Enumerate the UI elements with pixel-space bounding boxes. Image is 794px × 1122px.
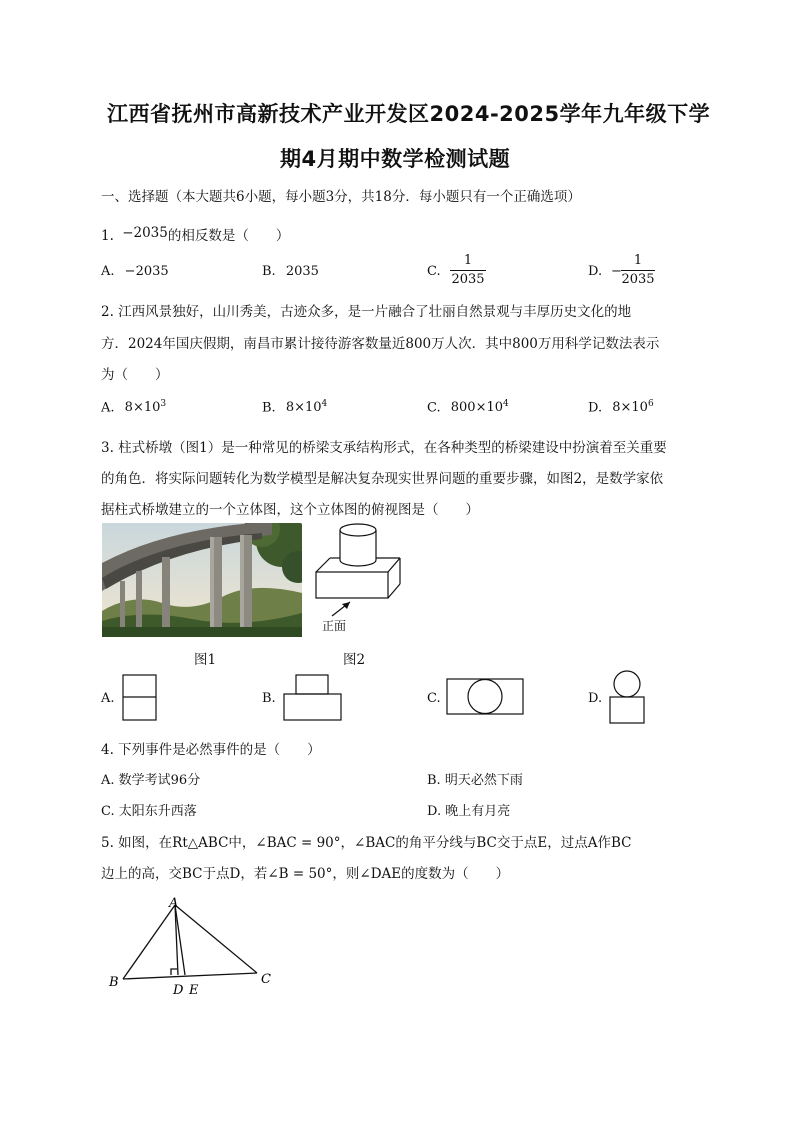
q1-option-b: B. 2035 [262, 264, 319, 279]
q5-line-1: 5. 如图，在Rt△ABC中，∠BAC = 90°，∠BAC的角平分线与BC交于点E，过点A作BC [101, 835, 632, 851]
vertex-b-label: B [109, 975, 119, 990]
q4-stem: 4. 下列事件是必然事件的是（ ） [101, 742, 321, 758]
q2-option-c: C. $800\times 10^4$ [427, 399, 509, 416]
q2-line-3: 为（ ） [101, 367, 169, 383]
q2-option-d: D. $8\times 10^6$ [588, 399, 654, 416]
q3-option-b-figure [283, 674, 343, 722]
q4-option-b: B. 明天必然下雨 [427, 773, 523, 788]
q1-option-d-sign: − [611, 264, 622, 279]
title-line-1: 江西省抚州市高新技术产业开发区2024-2025学年九年级下学 [107, 102, 711, 126]
point-e-label: E [189, 983, 199, 998]
q3-option-d-figure [609, 670, 647, 726]
q1-option-c-fraction: 1 2035 [451, 253, 485, 287]
q4-option-c: C. 太阳东升西落 [101, 804, 197, 819]
bridge-pier-photo [102, 523, 302, 637]
q3-option-b-label: B. [262, 691, 276, 706]
title-line-2: 期4月期中数学检测试题 [280, 147, 511, 171]
vertex-c-label: C [261, 972, 271, 987]
q3-option-a-label: A. [101, 691, 115, 706]
q2-line-2: 方．2024年国庆假期，南昌市累计接待游客数量近800万人次．其中800万用科学记数法表示 [101, 336, 660, 352]
q2-option-b: B. $8\times 10^4$ [262, 399, 328, 416]
q3-line-2: 的角色．将实际问题转化为数学模型是解决复杂现实世界问题的重要步骤，如图2，是数学家依 [101, 471, 664, 487]
section-heading: 一、选择题（本大题共6小题，每小题3分，共18分．每小题只有一个正确选项） [101, 189, 581, 205]
q1-stem [101, 224, 289, 244]
q3-option-a-figure [122, 674, 158, 722]
q1-option-c-label: C. [427, 264, 441, 279]
q1-expr: −2035 [122, 225, 168, 241]
q3-option-c-figure [446, 678, 526, 716]
q1-number: 1. [101, 228, 114, 244]
q2-line-1: 2. 江西风景独好，山川秀美，古迹众多，是一片融合了壮丽自然景观与丰厚历史文化的地 [101, 304, 632, 320]
q4-option-a: A. 数学考试96分 [101, 773, 201, 788]
q1-option-a: A. −2035 [101, 264, 169, 279]
q2-option-a: A. $8\times 10^3$ [101, 399, 167, 416]
q3-line-3: 据柱式桥墩建立的一个立体图，这个立体图的俯视图是（ ） [101, 502, 479, 518]
point-d-label: D [173, 983, 184, 998]
q4-option-d: D. 晚上有月亮 [427, 804, 511, 819]
q3-line-1: 3. 柱式桥墩（图1）是一种常见的桥梁支承结构形式，在各种类型的桥梁建设中扮演着至关重要 [101, 440, 667, 456]
vertex-a-label: A [169, 896, 179, 911]
q1-option-d-label: D. [588, 264, 603, 279]
q1-option-d-fraction: 1 2035 [621, 253, 655, 287]
q3-option-c-label: C. [427, 691, 441, 706]
triangle-diagram [105, 893, 280, 1003]
q1-stem-text: 的相反数是（ ） [167, 228, 290, 244]
q5-line-2: 边上的高，交BC于点D，若∠B = 50°，则∠DAE的度数为（ ） [101, 866, 510, 882]
fig1-caption: 图1 [194, 652, 217, 668]
q3-option-d-label: D. [588, 691, 603, 706]
fig2-caption: 图2 [343, 652, 366, 668]
front-label: 正面 [322, 619, 347, 633]
